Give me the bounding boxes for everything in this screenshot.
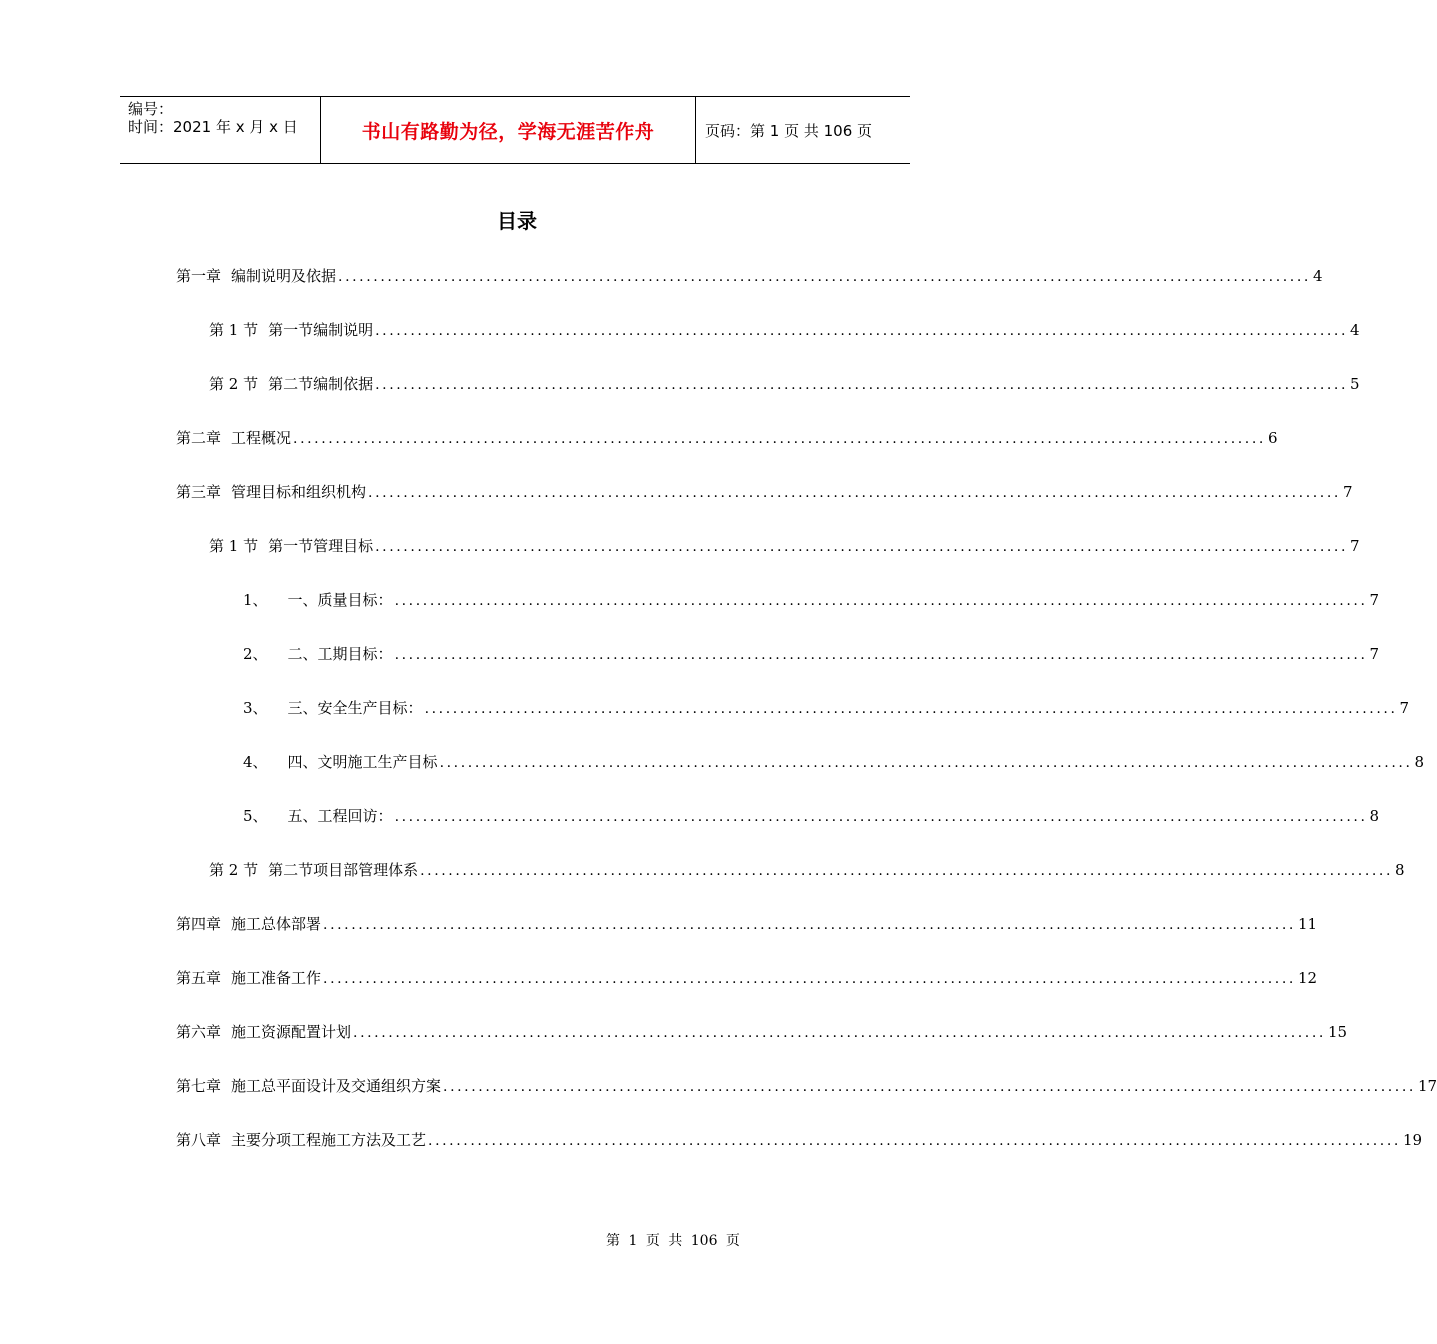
toc-entry-number: 第 1 节: [209, 321, 259, 339]
toc-leader-dots: ..........................................................................................................................................: [443, 1079, 1416, 1095]
toc-entry[interactable]: [209, 373, 1360, 395]
toc-leader-dots: ..........................................................................................................................................: [424, 701, 1398, 717]
toc-entry-text: 主要分项工程施工方法及工艺: [231, 1131, 427, 1149]
toc-entry-text: 工程概况: [231, 429, 292, 447]
toc-entry-page: 6: [1267, 429, 1278, 447]
toc-entry-number: 第八章: [176, 1131, 222, 1149]
toc-title: 目录: [497, 209, 537, 233]
toc-entry-page: 8: [1395, 861, 1405, 879]
toc-leader-dots: ..........................................................................................................................................: [439, 755, 1413, 771]
toc-leader-dots: ..........................................................................................................................................: [375, 539, 1349, 555]
toc-entry[interactable]: [243, 643, 1380, 665]
toc-leader-dots: ..........................................................................................................................................: [394, 593, 1368, 609]
toc-entry-text: 管理目标和组织机构: [231, 483, 367, 501]
toc-leader-dots: ..........................................................................................................................................: [353, 1025, 1326, 1041]
toc-entry-text: 第一节编制说明: [268, 321, 374, 339]
toc-entry-page: 5: [1350, 375, 1360, 393]
toc-entry-text: 施工资源配置计划: [231, 1023, 352, 1041]
toc-entry-number: 第二章: [176, 429, 222, 447]
toc-entry[interactable]: [176, 427, 1278, 449]
toc-entry[interactable]: [176, 1129, 1423, 1151]
toc-entry-text: 二、工期目标：: [287, 645, 393, 663]
toc-entry[interactable]: [243, 805, 1380, 827]
page-footer: 第 1 页 共 106 页: [606, 1233, 740, 1249]
toc-entry-number: 4、: [243, 753, 268, 771]
toc-entry[interactable]: [176, 481, 1353, 503]
toc-entry-page: 4: [1350, 321, 1360, 339]
toc-entry-text: 施工总平面设计及交通组织方案: [231, 1077, 442, 1095]
toc-entry-text: 第二节项目部管理体系: [268, 861, 419, 879]
toc-entry-number: 第一章: [176, 267, 222, 285]
toc-entry[interactable]: [176, 265, 1323, 287]
toc-leader-dots: ..........................................................................................................................................: [368, 485, 1341, 501]
toc-entry-text: 施工总体部署: [231, 915, 322, 933]
toc-entry[interactable]: [176, 1021, 1348, 1043]
toc-entry-number: 第七章: [176, 1077, 222, 1095]
header-meta: [120, 97, 321, 163]
toc-entry-page: 7: [1369, 591, 1380, 609]
toc-entry-text: 编制说明及依据: [231, 267, 337, 285]
header-page-number: 页码：第 1 页 共 106 页: [705, 121, 873, 140]
toc-entry-text: 第二节编制依据: [268, 375, 374, 393]
toc-entry-page: 8: [1414, 753, 1425, 771]
toc-entry-page: 7: [1369, 645, 1380, 663]
toc-leader-dots: ..........................................................................................................................................: [323, 971, 1296, 987]
toc-entry-text: 第一节管理目标: [268, 537, 374, 555]
toc-entry[interactable]: [176, 1075, 1437, 1097]
toc-entry-page: 19: [1402, 1131, 1423, 1149]
toc-entry-page: 11: [1297, 915, 1318, 933]
toc-entry-text: 五、工程回访：: [287, 807, 393, 825]
toc-entry-page: 12: [1297, 969, 1318, 987]
toc-entry[interactable]: [243, 589, 1380, 611]
toc-entry-page: 8: [1369, 807, 1380, 825]
toc-leader-dots: ..........................................................................................................................................: [375, 377, 1349, 393]
toc-entry-text: 四、文明施工生产目标: [287, 753, 438, 771]
toc-entry-text: 施工准备工作: [231, 969, 322, 987]
toc-leader-dots: ..........................................................................................................................................: [394, 809, 1368, 825]
header-motto: 书山有路勤为径，学海无涯苦作舟: [321, 97, 696, 163]
toc-entry-number: 1、: [243, 591, 268, 609]
toc-leader-dots: ..........................................................................................................................................: [394, 647, 1368, 663]
toc-entry-number: 第 2 节: [209, 375, 259, 393]
toc-leader-dots: ..........................................................................................................................................: [338, 269, 1311, 285]
toc-entry[interactable]: [176, 913, 1318, 935]
toc-leader-dots: ..........................................................................................................................................: [293, 431, 1266, 447]
toc-entry-page: 7: [1399, 699, 1410, 717]
toc-entry-number: 3、: [243, 699, 268, 717]
toc-entry[interactable]: [209, 859, 1405, 881]
toc-entry-number: 第五章: [176, 969, 222, 987]
toc-entry-text: 一、质量目标：: [287, 591, 393, 609]
toc-entry-number: 第 1 节: [209, 537, 259, 555]
toc-leader-dots: ..........................................................................................................................................: [428, 1133, 1401, 1149]
toc-entry[interactable]: [209, 319, 1360, 341]
toc-entry[interactable]: [176, 967, 1318, 989]
toc-entry-number: 第三章: [176, 483, 222, 501]
toc-leader-dots: ..........................................................................................................................................: [375, 323, 1349, 339]
page-header: [120, 96, 910, 164]
toc-entry-number: 第 2 节: [209, 861, 259, 879]
toc-entry-page: 15: [1327, 1023, 1348, 1041]
document-time: 时间：2021 年 x 月 x 日: [128, 118, 298, 136]
toc-entry-text: 三、安全生产目标：: [287, 699, 423, 717]
document-number: 编号：: [128, 100, 174, 118]
toc-entry-number: 第六章: [176, 1023, 222, 1041]
toc-entry[interactable]: [243, 697, 1410, 719]
toc-entry-page: 7: [1350, 537, 1360, 555]
toc-entry-page: 17: [1417, 1077, 1437, 1095]
toc-leader-dots: ..........................................................................................................................................: [323, 917, 1296, 933]
toc-entry-page: 7: [1342, 483, 1353, 501]
toc-leader-dots: ..........................................................................................................................................: [420, 863, 1394, 879]
toc-entry-number: 5、: [243, 807, 268, 825]
toc-entry[interactable]: [243, 751, 1425, 773]
toc-entry-number: 第四章: [176, 915, 222, 933]
toc-entry[interactable]: [209, 535, 1360, 557]
toc-entry-page: 4: [1312, 267, 1323, 285]
toc-entry-number: 2、: [243, 645, 268, 663]
